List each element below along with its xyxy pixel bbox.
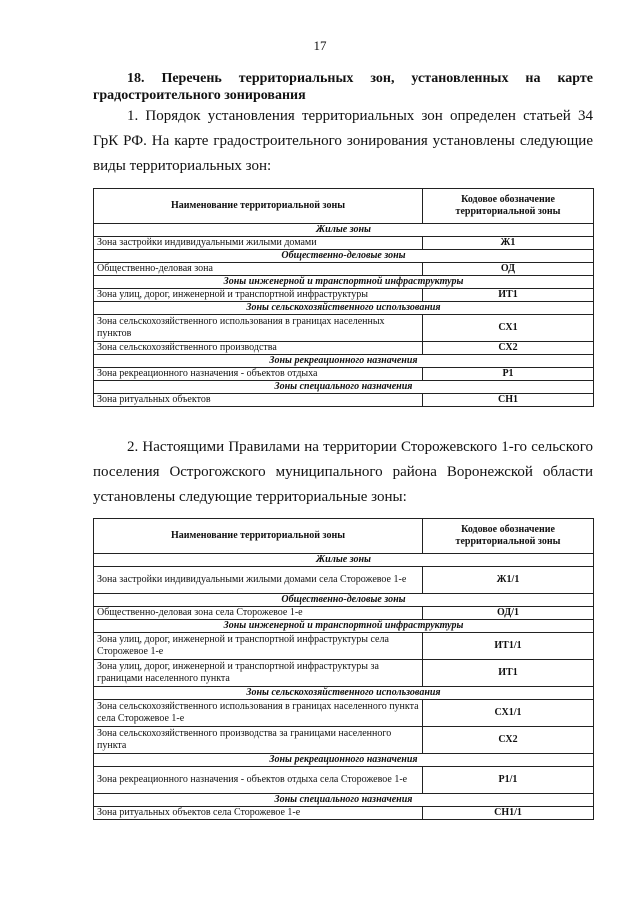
section-row <box>94 594 594 607</box>
section-row <box>94 276 594 289</box>
zone-name-cell: Зона сельскохозяйственного использования в границах населенных пунктов <box>94 315 423 342</box>
zone-code-cell: Р1 <box>423 368 594 381</box>
zone-code-cell: Ж1 <box>423 237 594 250</box>
zone-code-cell: ОД/1 <box>423 607 594 620</box>
section-title: Зоны сельскохозяйственного использования <box>94 302 594 315</box>
section-title: Зоны специального назначения <box>94 381 594 394</box>
paragraph-2: 2. Настоящими Правилами на территории Сторожевского 1-го сельского поселения Острогожского муниципального района Воронежской области установлены следующие территориальные зоны: <box>93 439 593 505</box>
table-row <box>94 263 594 276</box>
section-title: Зоны сельскохозяйственного использования <box>94 687 594 700</box>
header-zone-name: Наименование территориальной зоны <box>94 189 423 224</box>
zone-code-cell: ИТ1/1 <box>423 633 594 660</box>
paragraph-1: 1. Порядок установления территориальных зон определен статьей 34 ГрК РФ. На карте градостроительного зонирования установлены следующие виды территориальных зон: <box>93 108 593 174</box>
section-title: Зоны специального назначения <box>94 794 594 807</box>
table-row <box>94 237 594 250</box>
section-row <box>94 224 594 237</box>
section-row <box>94 754 594 767</box>
table-row <box>94 289 594 302</box>
zone-code-cell: СН1 <box>423 394 594 407</box>
table-header-row <box>94 189 594 224</box>
section-title: Зоны рекреационного назначения <box>94 754 594 767</box>
section-row <box>94 355 594 368</box>
table-row <box>94 633 594 660</box>
table-row <box>94 368 594 381</box>
zone-code-cell: СХ2 <box>423 342 594 355</box>
zone-name-cell: Зона ритуальных объектов села Сторожевое 1-е <box>94 807 423 820</box>
table-row <box>94 807 594 820</box>
table-row <box>94 315 594 342</box>
zone-name-cell: Зона ритуальных объектов <box>94 394 423 407</box>
table-row <box>94 727 594 754</box>
zone-name-cell: Зона сельскохозяйственного использования в границах населенного пункта села Сторожевое 1-е <box>94 700 423 727</box>
section-row <box>94 794 594 807</box>
zone-name-cell: Зона рекреационного назначения - объектов отдыха села Сторожевое 1-е <box>94 767 423 794</box>
section-title: Зоны инженерной и транспортной инфраструктуры <box>94 620 594 633</box>
section-row <box>94 687 594 700</box>
table-row <box>94 660 594 687</box>
zone-name-cell: Зона улиц, дорог, инженерной и транспортной инфраструктуры <box>94 289 423 302</box>
section-title: Зоны инженерной и транспортной инфраструктуры <box>94 276 594 289</box>
zone-name-cell: Зона рекреационного назначения - объектов отдыха <box>94 368 423 381</box>
section-row <box>94 381 594 394</box>
page-number: 17 <box>313 38 327 53</box>
section-title: Зоны рекреационного назначения <box>94 355 594 368</box>
header-zone-code: Кодовое обозначение территориальной зоны <box>423 519 594 554</box>
zone-code-cell: ОД <box>423 263 594 276</box>
section-row <box>94 554 594 567</box>
section-row <box>94 302 594 315</box>
table-row <box>94 767 594 794</box>
table-row <box>94 700 594 727</box>
header-zone-name: Наименование территориальной зоны <box>94 519 423 554</box>
section-title: Общественно-деловые зоны <box>94 594 594 607</box>
section-row <box>94 620 594 633</box>
zone-name-cell: Общественно-деловая зона <box>94 263 423 276</box>
section-row <box>94 250 594 263</box>
zone-code-cell: ИТ1 <box>423 660 594 687</box>
table-row <box>94 607 594 620</box>
section-title: Жилые зоны <box>94 224 594 237</box>
zone-name-cell: Зона сельскохозяйственного производства <box>94 342 423 355</box>
zone-code-cell: СН1/1 <box>423 807 594 820</box>
table-row <box>94 342 594 355</box>
zone-name-cell: Зона сельскохозяйственного производства за границами населенного пункта <box>94 727 423 754</box>
zone-name-cell: Зона застройки индивидуальными жилыми домами села Сторожевое 1-е <box>94 567 423 594</box>
zone-code-cell: Р1/1 <box>423 767 594 794</box>
zone-code-cell: Ж1/1 <box>423 567 594 594</box>
zone-name-cell: Зона застройки индивидуальными жилыми домами <box>94 237 423 250</box>
header-zone-code: Кодовое обозначение территориальной зоны <box>423 189 594 224</box>
zone-code-cell: СХ1 <box>423 315 594 342</box>
section-title: Жилые зоны <box>94 554 594 567</box>
zone-code-cell: СХ2 <box>423 727 594 754</box>
section-title: Общественно-деловые зоны <box>94 250 594 263</box>
section-heading: 18. Перечень территориальных зон, установленных на карте градостроительного зонирования <box>93 71 593 103</box>
table-header-row <box>94 519 594 554</box>
zone-name-cell: Зона улиц, дорог, инженерной и транспортной инфраструктуры села Сторожевое 1-е <box>94 633 423 660</box>
table-row <box>94 567 594 594</box>
table-row <box>94 394 594 407</box>
zones-table-2 <box>93 518 594 820</box>
zones-table-1 <box>93 188 594 407</box>
zone-code-cell: ИТ1 <box>423 289 594 302</box>
zone-code-cell: СХ1/1 <box>423 700 594 727</box>
zone-name-cell: Зона улиц, дорог, инженерной и транспортной инфраструктуры за границами населенного пункта <box>94 660 423 687</box>
zone-name-cell: Общественно-деловая зона села Сторожевое 1-е <box>94 607 423 620</box>
